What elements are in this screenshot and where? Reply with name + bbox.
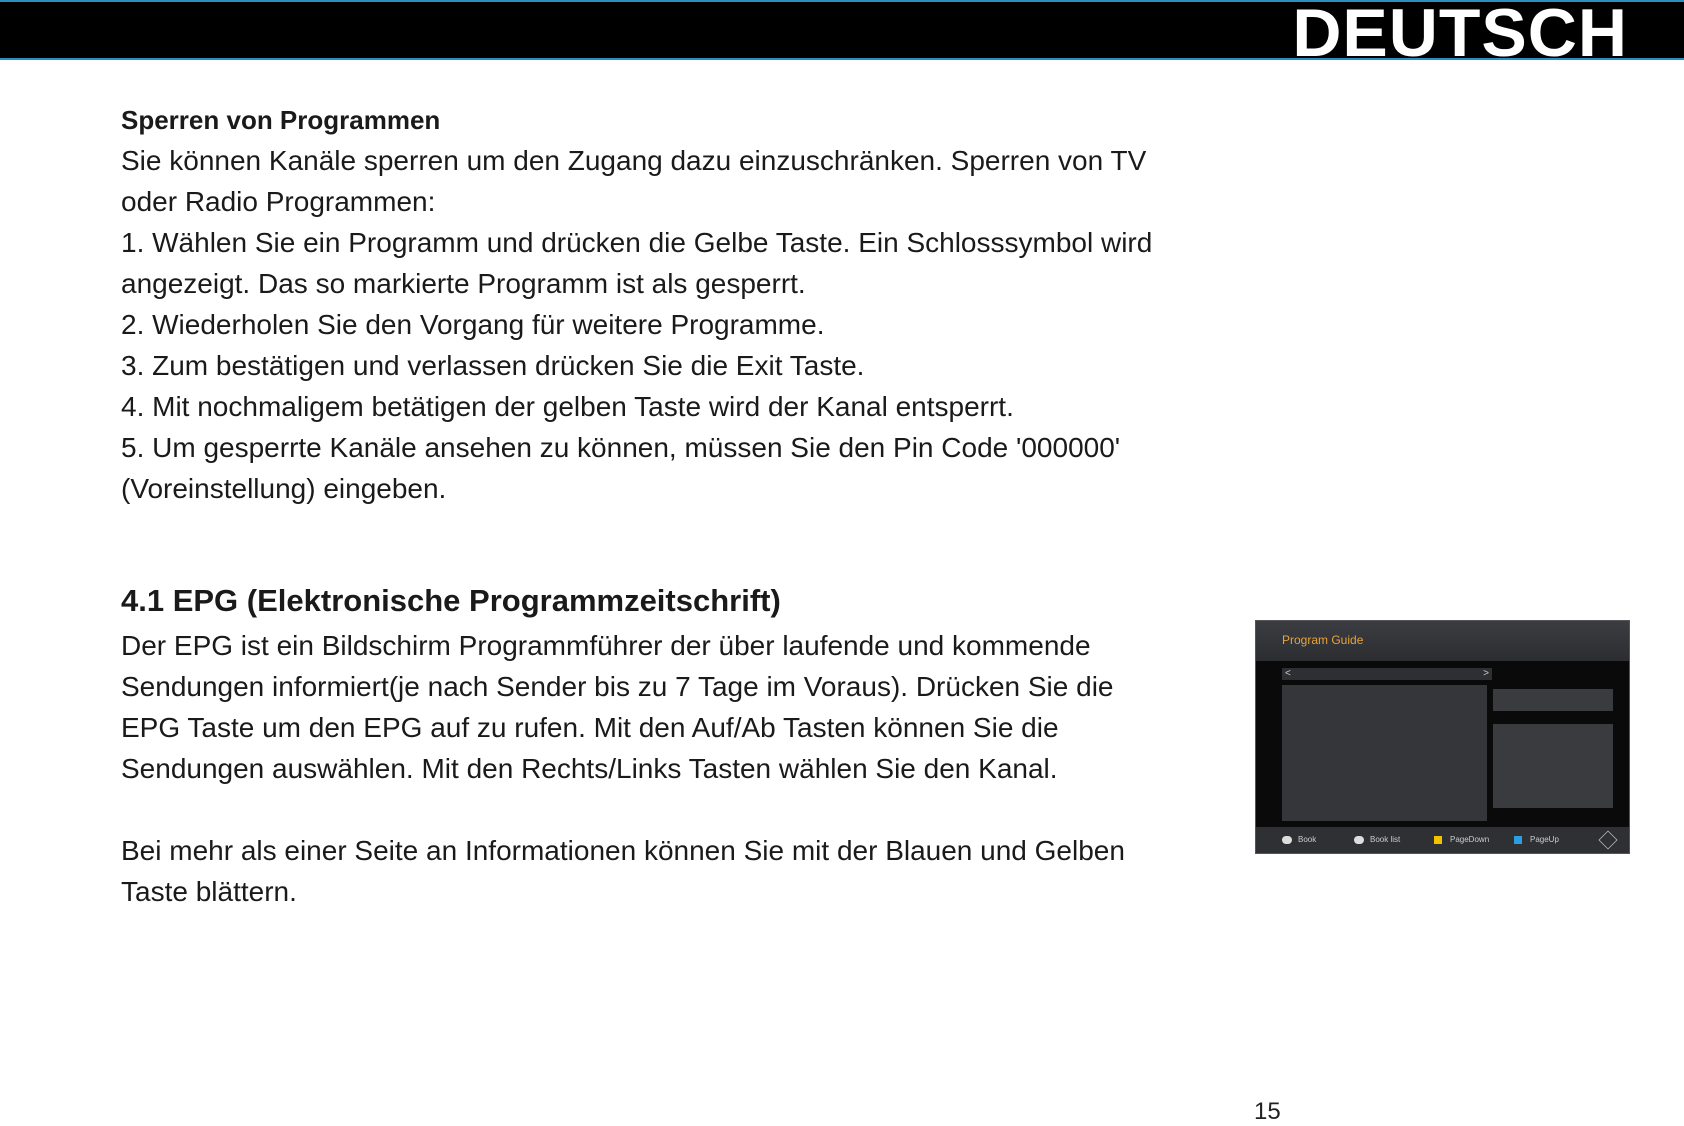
program-guide-title: Program Guide [1282, 633, 1364, 647]
info-button-icon [1354, 836, 1364, 844]
lock-section-heading: Sperren von Programmen [121, 105, 441, 135]
epg-para2-line-1: Bei mehr als einer Seite an Informationen können Sie mit der Blauen und Gelben [121, 835, 1125, 866]
arrow-keys-icon [1598, 830, 1617, 849]
lock-step-4: 4. Mit nochmaligem betätigen der gelben Taste wird der Kanal entsperrt. [121, 391, 1014, 422]
program-guide-title-bar [1256, 621, 1629, 661]
program-info-header-panel [1493, 689, 1613, 711]
yellow-key-icon [1434, 836, 1442, 844]
key-page-down-label: PageDown [1450, 835, 1490, 844]
lock-step-2: 2. Wiederholen Sie den Vorgang für weitere Programme. [121, 309, 825, 340]
lock-step-3: 3. Zum bestätigen und verlassen drücken Sie die Exit Taste. [121, 350, 865, 381]
lock-step-5-line-2: (Voreinstellung) eingeben. [121, 473, 447, 504]
key-page-up [1514, 834, 1559, 846]
epg-para1-line-3: EPG Taste um den EPG auf zu rufen. Mit den Auf/Ab Tasten können Sie die [121, 712, 1059, 743]
key-legend-bar [1256, 827, 1629, 853]
key-page-up-label: PageUp [1530, 835, 1559, 844]
lock-intro-line-1: Sie können Kanäle sperren um den Zugang dazu einzuschränken. Sperren von TV [121, 145, 1147, 176]
ok-button-icon [1282, 836, 1292, 844]
chevron-left-icon: < [1285, 668, 1291, 679]
epg-paragraph-1 [121, 625, 1261, 789]
key-book-list [1354, 834, 1400, 846]
program-list-panel [1282, 685, 1487, 821]
lock-steps-list [121, 222, 1281, 509]
key-page-down [1434, 834, 1489, 846]
program-info-detail-panel [1493, 724, 1613, 808]
epg-para1-line-2: Sendungen informiert(je nach Sender bis zu 7 Tage im Voraus). Drücken Sie die [121, 671, 1114, 702]
key-book-label: Book [1298, 835, 1317, 844]
lock-intro-line-2: oder Radio Programmen: [121, 186, 436, 217]
chevron-right-icon: > [1483, 668, 1489, 679]
lock-step-5-line-1: 5. Um gesperrte Kanäle ansehen zu können, müssen Sie den Pin Code '000000' [121, 432, 1121, 463]
epg-section-heading: 4.1 EPG (Elektronische Programmzeitschrift) [121, 583, 781, 618]
key-book [1282, 834, 1316, 846]
header-bar [0, 0, 1684, 71]
epg-paragraph-2 [121, 830, 1261, 912]
lock-section [121, 100, 1281, 509]
epg-para1-line-4: Sendungen auswählen. Mit den Rechts/Links Tasten wählen Sie den Kanal. [121, 753, 1058, 784]
channel-nav-bar [1282, 668, 1492, 680]
blue-key-icon [1514, 836, 1522, 844]
lock-step-1-line-2: angezeigt. Das so markierte Programm ist als gesperrt. [121, 268, 806, 299]
epg-para1-line-1: Der EPG ist ein Bildschirm Programmführer der über laufende und kommende [121, 630, 1091, 661]
lock-step-1-line-1: 1. Wählen Sie ein Programm und drücken die Gelbe Taste. Ein Schlosssymbol wird [121, 227, 1153, 258]
language-title: DEUTSCH [1292, 0, 1628, 71]
program-guide-screenshot [1255, 620, 1630, 854]
epg-para2-line-2: Taste blättern. [121, 876, 297, 907]
key-book-list-label: Book list [1370, 835, 1401, 844]
page-number: 15 [1254, 1098, 1281, 1125]
